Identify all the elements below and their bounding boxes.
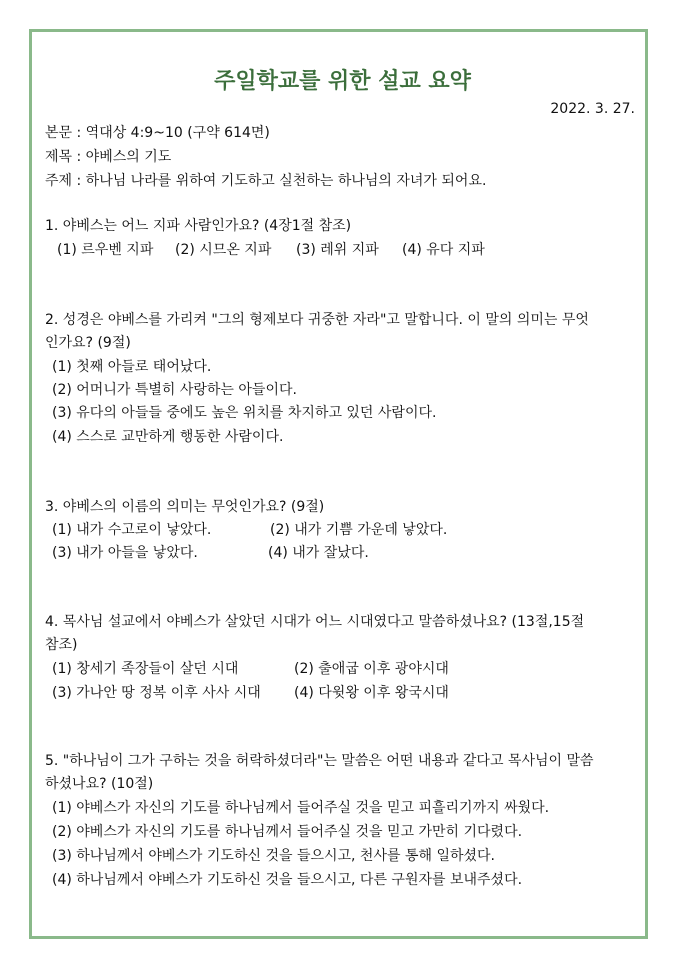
question-5-option-3: (3) 하나님께서 야베스가 기도하신 것을 들으시고, 천사를 통해 일하셨다.	[52, 848, 496, 864]
question-5-text-line-1: 5. "하나님이 그가 구하는 것을 허락하셨더라"는 말씀은 어떤 내용과 같다고 목사님이 말씀	[45, 753, 594, 769]
question-3-option-4: (4) 내가 잘났다.	[268, 545, 369, 561]
question-2-option-4: (4) 스스로 교만하게 행동한 사람이다.	[52, 429, 284, 445]
question-3-option-3: (3) 내가 아들을 낳았다.	[52, 545, 198, 561]
sermon-date: 2022. 3. 27.	[550, 101, 635, 117]
question-3-option-2: (2) 내가 기쁨 가운데 낳았다.	[270, 522, 448, 538]
question-1-option-2: (2) 시므온 지파	[175, 242, 272, 258]
question-3-option-1: (1) 내가 수고로이 낳았다.	[52, 522, 212, 538]
question-4-option-4: (4) 다윗왕 이후 왕국시대	[294, 685, 449, 701]
question-1-option-3: (3) 레위 지파	[296, 242, 379, 258]
question-5-text-line-2: 하셨나요? (10절)	[45, 776, 154, 792]
question-4-text-line-1: 4. 목사님 설교에서 야베스가 살았던 시대가 어느 시대였다고 말씀하셨나요? (13절,15절	[45, 614, 585, 630]
question-4-option-3: (3) 가나안 땅 정복 이후 사사 시대	[52, 685, 261, 701]
question-2-option-3: (3) 유다의 아들들 중에도 높은 위치를 차지하고 있던 사람이다.	[52, 405, 437, 421]
question-1-option-1: (1) 르우벤 지파	[57, 242, 154, 258]
sermon-theme: 주제 : 하나님 나라를 위하여 기도하고 실천하는 하나님의 자녀가 되어요.	[45, 173, 487, 189]
question-2-option-1: (1) 첫째 아들로 태어났다.	[52, 359, 212, 375]
question-3-text: 3. 야베스의 이름의 의미는 무엇인가요? (9절)	[45, 499, 325, 515]
question-4-option-2: (2) 출애굽 이후 광야시대	[294, 661, 449, 677]
question-1-text: 1. 야베스는 어느 지파 사람인가요? (4장1절 참조)	[45, 218, 352, 234]
question-2-option-2: (2) 어머니가 특별히 사랑하는 아들이다.	[52, 382, 297, 398]
question-2-text-line-1: 2. 성경은 야베스를 가리켜 "그의 형제보다 귀중한 자라"고 말합니다. 이 말의 의미는 무엇	[45, 312, 589, 328]
page-title: 주일학교를 위한 설교 요약	[214, 69, 471, 94]
scripture-reference: 본문 : 역대상 4:9~10 (구약 614면)	[45, 125, 270, 141]
question-4-option-1: (1) 창세기 족장들이 살던 시대	[52, 661, 239, 677]
question-4-text-line-2: 참조)	[45, 637, 78, 653]
question-2-text-line-2: 인가요? (9절)	[45, 335, 131, 351]
question-5-option-2: (2) 야베스가 자신의 기도를 하나님께서 들어주실 것을 믿고 가만히 기다렸다.	[52, 824, 523, 840]
sermon-subject: 제목 : 야베스의 기도	[45, 149, 172, 165]
question-5-option-4: (4) 하나님께서 야베스가 기도하신 것을 들으시고, 다른 구원자를 보내주셨다.	[52, 872, 523, 888]
question-1-option-4: (4) 유다 지파	[402, 242, 485, 258]
question-5-option-1: (1) 야베스가 자신의 기도를 하나님께서 들어주실 것을 믿고 피흘리기까지 싸웠다.	[52, 800, 550, 816]
